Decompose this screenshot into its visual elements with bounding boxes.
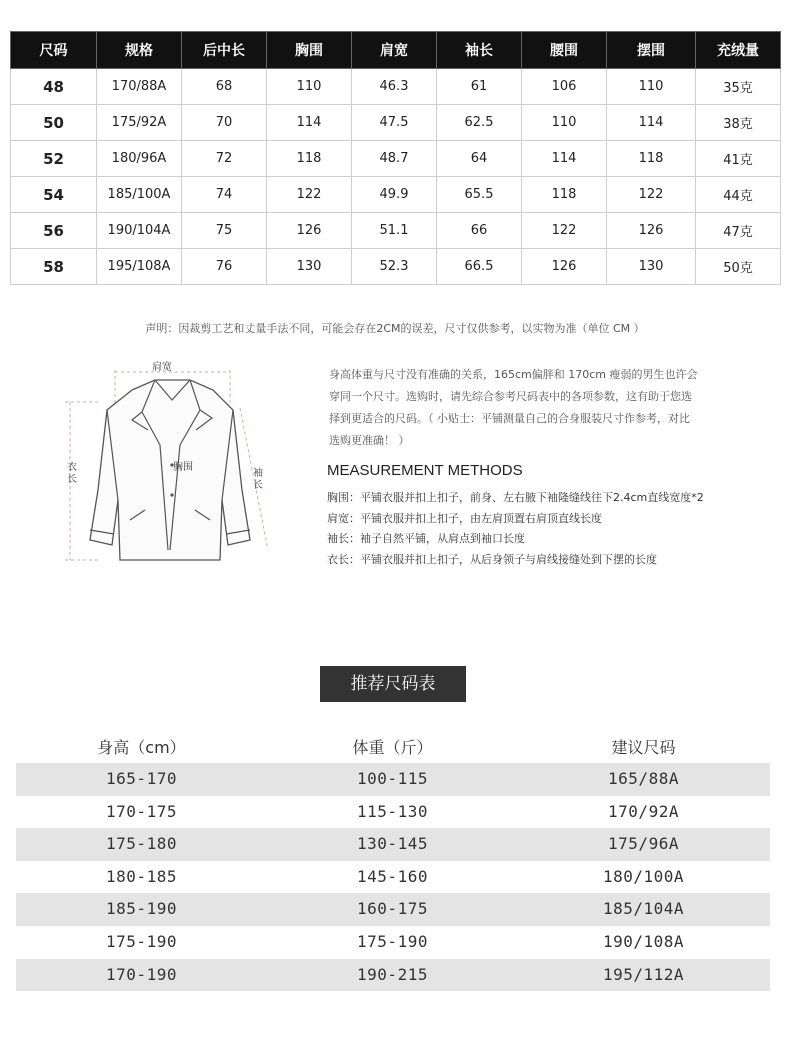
jacket-measurement-diagram bbox=[60, 350, 290, 570]
fill-cell: 50克 bbox=[696, 249, 781, 285]
header-weight: 体重（斤） bbox=[352, 738, 433, 757]
height-cell: 175-180 bbox=[106, 834, 177, 854]
header-hem: 摆围 bbox=[607, 32, 696, 69]
weight-cell: 145-160 bbox=[357, 866, 428, 886]
waist-cell: 106 bbox=[522, 69, 607, 105]
sleeve-cell: 65.5 bbox=[437, 177, 522, 213]
spec-cell: 170/88A bbox=[97, 69, 182, 105]
method-item-sleeve: 袖长：袖子自然平铺，从肩点到袖口长度 bbox=[327, 532, 525, 545]
table-row bbox=[11, 177, 781, 213]
method-item-chest: 胸围：平铺衣服并扣上扣子，前身、左右腋下袖隆缝线往下2.4cm直线宽度*2 bbox=[327, 491, 704, 504]
sleeve-cell: 66.5 bbox=[437, 249, 522, 285]
header-height: 身高（cm） bbox=[97, 738, 186, 757]
suggested-size-cell: 170/92A bbox=[608, 801, 679, 821]
table-row bbox=[16, 763, 770, 796]
size-cell: 48 bbox=[11, 69, 97, 105]
disclaimer-note: 声明：因裁剪工艺和丈量手法不同，可能会存在2CM的误差，尺寸仅供参考，以实物为准（单位 CM ） bbox=[145, 322, 645, 335]
weight-cell: 130-145 bbox=[357, 834, 428, 854]
table-row bbox=[16, 796, 770, 829]
fill-cell: 44克 bbox=[696, 177, 781, 213]
height-cell: 165-170 bbox=[106, 769, 177, 788]
waist-cell: 126 bbox=[522, 249, 607, 285]
table-row bbox=[11, 105, 781, 141]
length-label: 衣长 bbox=[67, 462, 77, 485]
table-row bbox=[11, 141, 781, 177]
recommend-table bbox=[16, 763, 770, 991]
waist-cell: 122 bbox=[522, 213, 607, 249]
header-spec: 规格 bbox=[97, 32, 182, 69]
method-item-shoulder: 肩宽：平铺衣服并扣上扣子，由左肩顶置右肩顶直线长度 bbox=[327, 511, 602, 525]
advice-line: 身高体重与尺寸没有准确的关系，165cm偏胖和 170cm 瘦弱的男生也许会 bbox=[329, 368, 698, 381]
size-cell: 50 bbox=[11, 105, 97, 141]
fill-cell: 41克 bbox=[696, 141, 781, 177]
spec-cell: 190/104A bbox=[97, 213, 182, 249]
header-size: 尺码 bbox=[11, 32, 97, 69]
sleeve-cell: 64 bbox=[437, 141, 522, 177]
sleeve-cell: 61 bbox=[437, 69, 522, 105]
shoulder-cell: 47.5 bbox=[352, 105, 437, 141]
chest-cell: 130 bbox=[267, 249, 352, 285]
chest-cell: 110 bbox=[267, 69, 352, 105]
back-length-cell: 72 bbox=[182, 141, 267, 177]
sleeve-cell: 62.5 bbox=[437, 105, 522, 141]
table-row bbox=[16, 828, 770, 861]
table-row bbox=[16, 959, 770, 992]
shoulder-cell: 46.3 bbox=[352, 69, 437, 105]
height-cell: 185-190 bbox=[106, 899, 177, 919]
waist-cell: 118 bbox=[522, 177, 607, 213]
chest-cell: 114 bbox=[267, 105, 352, 141]
size-cell: 58 bbox=[11, 249, 97, 285]
weight-cell: 190-215 bbox=[357, 964, 428, 984]
spec-cell: 175/92A bbox=[97, 105, 182, 141]
suggested-size-cell: 195/112A bbox=[602, 964, 685, 984]
weight-cell: 160-175 bbox=[357, 899, 428, 919]
table-row bbox=[11, 213, 781, 249]
header-chest: 胸围 bbox=[267, 32, 352, 69]
shoulder-cell: 49.9 bbox=[352, 177, 437, 213]
back-length-cell: 76 bbox=[182, 249, 267, 285]
header-waist: 腰围 bbox=[522, 32, 607, 69]
table-row bbox=[16, 861, 770, 894]
hem-cell: 126 bbox=[607, 213, 696, 249]
suggested-size-cell: 185/104A bbox=[602, 899, 685, 919]
shoulder-cell: 51.1 bbox=[352, 213, 437, 249]
chest-label: 胸围 bbox=[173, 462, 193, 473]
height-cell: 170-175 bbox=[106, 801, 177, 821]
size-cell: 56 bbox=[11, 213, 97, 249]
hem-cell: 130 bbox=[607, 249, 696, 285]
header-suggested-size: 建议尺码 bbox=[611, 738, 676, 757]
size-table bbox=[10, 31, 781, 285]
height-cell: 180-185 bbox=[106, 866, 177, 886]
fill-cell: 47克 bbox=[696, 213, 781, 249]
table-row bbox=[16, 926, 770, 959]
waist-cell: 114 bbox=[522, 141, 607, 177]
suggested-size-cell: 175/96A bbox=[608, 834, 679, 854]
recommend-header bbox=[16, 736, 770, 762]
sleeve-cell: 66 bbox=[437, 213, 522, 249]
methods-title: MEASUREMENT METHODS bbox=[327, 462, 523, 479]
back-length-cell: 75 bbox=[182, 213, 267, 249]
shoulder-width-label: 肩宽 bbox=[152, 362, 172, 373]
hem-cell: 114 bbox=[607, 105, 696, 141]
spec-cell: 180/96A bbox=[97, 141, 182, 177]
height-cell: 175-190 bbox=[106, 931, 177, 951]
spec-cell: 185/100A bbox=[97, 177, 182, 213]
table-row bbox=[11, 249, 781, 285]
advice-line: 穿同一个尺寸。选购时，请先综合参考尺码表中的各项参数，这有助于您选 bbox=[329, 390, 692, 403]
back-length-cell: 74 bbox=[182, 177, 267, 213]
spec-cell: 195/108A bbox=[97, 249, 182, 285]
table-row bbox=[11, 69, 781, 105]
height-cell: 170-190 bbox=[106, 964, 177, 984]
header-back-length: 后中长 bbox=[182, 32, 267, 69]
waist-cell: 110 bbox=[522, 105, 607, 141]
table-row bbox=[16, 893, 770, 926]
weight-cell: 100-115 bbox=[357, 769, 428, 788]
recommend-title: 推荐尺码表 bbox=[320, 666, 466, 702]
weight-cell: 115-130 bbox=[357, 801, 428, 821]
suggested-size-cell: 190/108A bbox=[602, 931, 685, 951]
fill-cell: 38克 bbox=[696, 105, 781, 141]
advice-line: 选购更准确！ ） bbox=[329, 434, 410, 447]
back-length-cell: 70 bbox=[182, 105, 267, 141]
header-sleeve: 袖长 bbox=[437, 32, 522, 69]
hem-cell: 122 bbox=[607, 177, 696, 213]
size-advice-text bbox=[329, 364, 739, 452]
suggested-size-cell: 180/100A bbox=[602, 866, 685, 886]
chest-cell: 118 bbox=[267, 141, 352, 177]
chest-cell: 122 bbox=[267, 177, 352, 213]
header-fill: 充绒量 bbox=[696, 32, 781, 69]
method-item-length: 衣长：平铺衣服并扣上扣子，从后身领子与肩线接缝处到下摆的长度 bbox=[327, 552, 657, 566]
methods-list bbox=[327, 488, 777, 570]
size-table-header-row bbox=[11, 32, 781, 69]
sleeve-label: 袖长 bbox=[253, 468, 263, 491]
size-cell: 54 bbox=[11, 177, 97, 213]
suggested-size-cell: 165/88A bbox=[608, 769, 679, 788]
size-cell: 52 bbox=[11, 141, 97, 177]
weight-cell: 175-190 bbox=[357, 931, 428, 951]
shoulder-cell: 52.3 bbox=[352, 249, 437, 285]
hem-cell: 110 bbox=[607, 69, 696, 105]
back-length-cell: 68 bbox=[182, 69, 267, 105]
hem-cell: 118 bbox=[607, 141, 696, 177]
shoulder-cell: 48.7 bbox=[352, 141, 437, 177]
header-shoulder: 肩宽 bbox=[352, 32, 437, 69]
fill-cell: 35克 bbox=[696, 69, 781, 105]
advice-line: 择到更适合的尺码。（ 小贴士：平铺测量自己的合身服装尺寸作参考，对比 bbox=[329, 412, 690, 425]
chest-cell: 126 bbox=[267, 213, 352, 249]
